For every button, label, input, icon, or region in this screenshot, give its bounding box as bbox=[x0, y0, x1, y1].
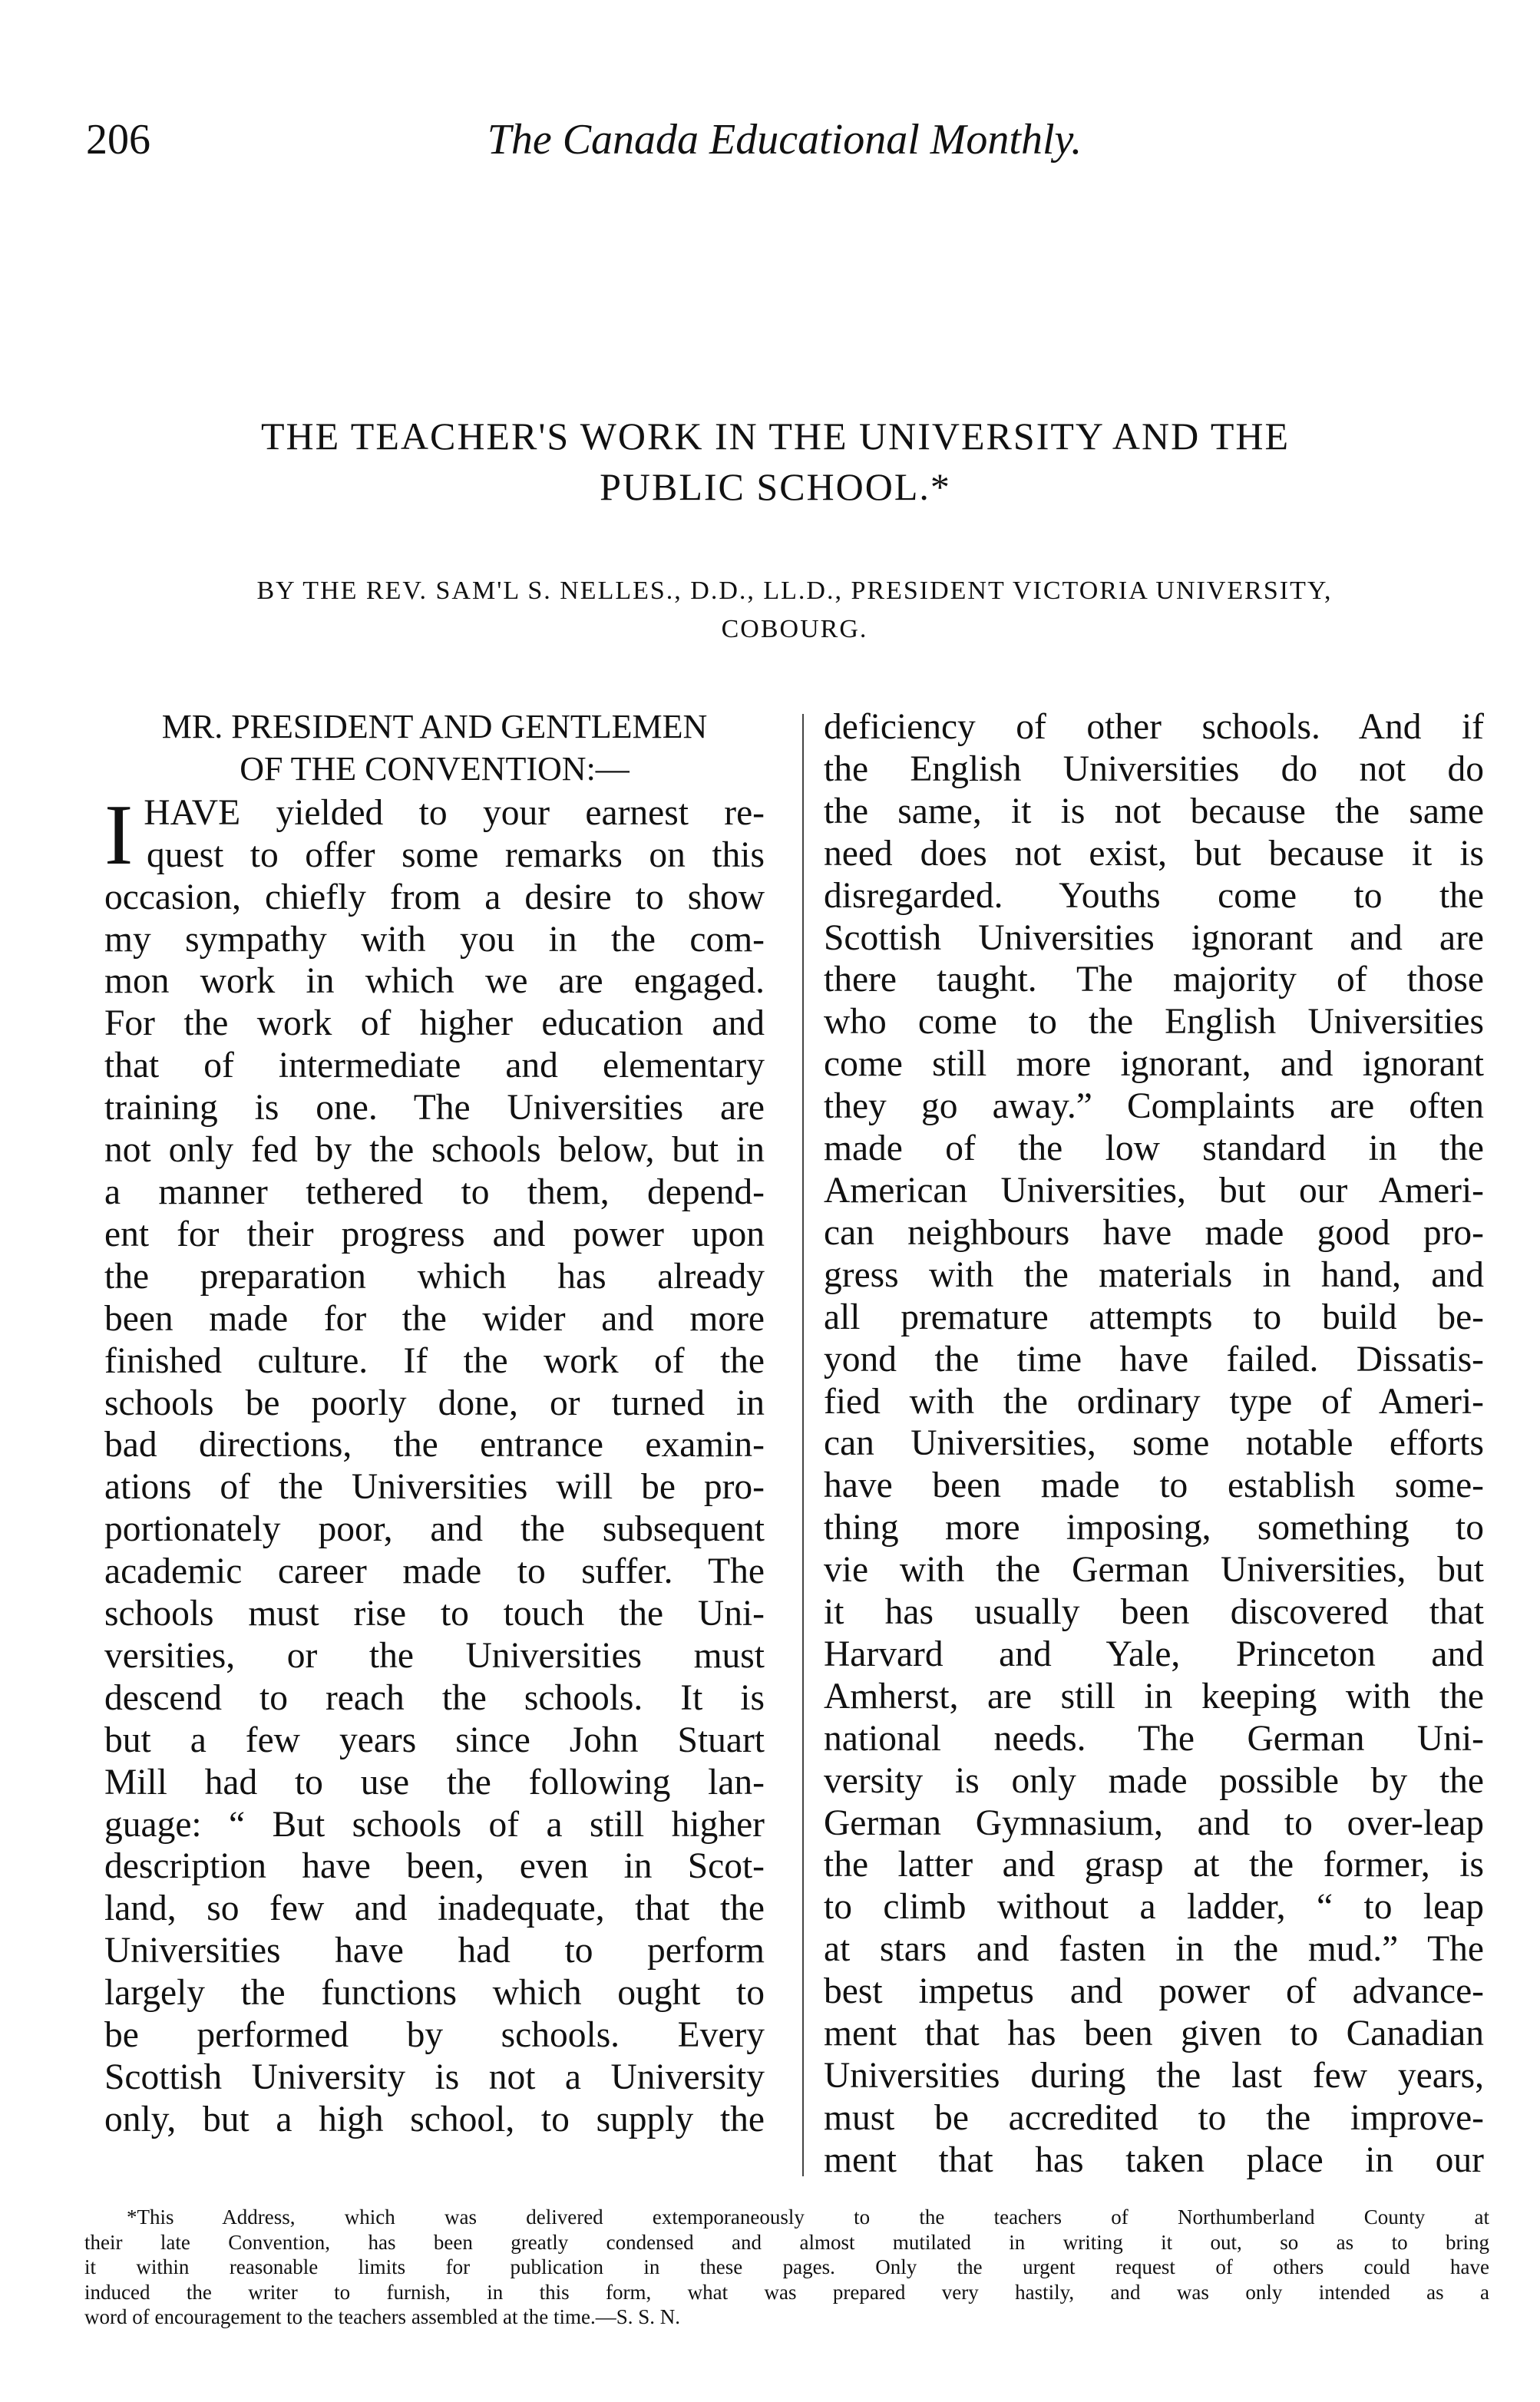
body-line: versity is only made possible by the bbox=[824, 1760, 1484, 1801]
body-line: bad directions, the entrance examin- bbox=[104, 1425, 765, 1465]
body-line: all premature attempts to build be- bbox=[824, 1297, 1484, 1337]
body-line: ment that has taken place in our bbox=[824, 2139, 1484, 2180]
body-line: made of the low standard in the bbox=[824, 1128, 1484, 1169]
body-line: best impetus and power of advance- bbox=[824, 1971, 1484, 2012]
footnote bbox=[84, 2205, 1489, 2330]
body-line: Universities during the last few years, bbox=[824, 2056, 1484, 2096]
right-column bbox=[824, 706, 1484, 2182]
body-line: portionately poor, and the subsequent bbox=[104, 1509, 765, 1550]
running-title: The Canada Educational Monthly. bbox=[487, 116, 1082, 164]
body-line: Universities have had to perform bbox=[104, 1931, 765, 1971]
body-line: fied with the ordinary type of Ameri- bbox=[824, 1381, 1484, 1422]
footnote-line: their late Convention, has been greatly condensed and almost mutilated in writing it out, so as to bring bbox=[84, 2230, 1489, 2254]
body-line: the preparation which has already bbox=[104, 1256, 765, 1297]
body-line: descend to reach the schools. It is bbox=[104, 1677, 765, 1718]
body-line: it has usually been discovered that bbox=[824, 1592, 1484, 1633]
drop-cap: I bbox=[104, 787, 134, 883]
body-line: only, but a high school, to supply the bbox=[104, 2099, 765, 2139]
body-line: Harvard and Yale, Princeton and bbox=[824, 1634, 1484, 1674]
body-line: German Gymnasium, and to over-leap bbox=[824, 1802, 1484, 1843]
body-line: Scottish University is not a University bbox=[104, 2057, 765, 2097]
body-line: academic career made to suffer. The bbox=[104, 1551, 765, 1592]
article-byline bbox=[115, 572, 1474, 649]
body-line: deficiency of other schools. And if bbox=[824, 707, 1484, 747]
body-line: that of intermediate and elementary bbox=[104, 1046, 765, 1086]
body-line: be performed by schools. Every bbox=[104, 2015, 765, 2056]
body-line: training is one. The Universities are bbox=[104, 1088, 765, 1128]
body-line: come still more ignorant, and ignorant bbox=[824, 1044, 1484, 1085]
salutation-line: MR. PRESIDENT AND GENTLEMEN bbox=[161, 708, 708, 745]
footnote-line: word of encouragement to the teachers assembled at the time.—S. S. N. bbox=[84, 2305, 681, 2328]
body-line: need does not exist, but because it is bbox=[824, 833, 1484, 874]
footnote-line: it within reasonable limits for publication in these pages. Only the urgent request of others could have bbox=[84, 2255, 1489, 2278]
body-line: national needs. The German Uni- bbox=[824, 1718, 1484, 1759]
body-line: largely the functions which ought to bbox=[104, 1973, 765, 2014]
body-line: the latter and grasp at the former, is bbox=[824, 1845, 1484, 1885]
body-line: quest to offer some remarks on this bbox=[147, 834, 765, 875]
body-line: a manner tethered to them, depend- bbox=[104, 1171, 765, 1212]
title-line: PUBLIC SCHOOL.* bbox=[600, 465, 951, 508]
body-line: For the work of higher education and bbox=[104, 1003, 765, 1044]
body-line: but a few years since John Stuart bbox=[104, 1720, 765, 1760]
body-line: disregarded. Youths come to the bbox=[824, 875, 1484, 916]
body-line: mon work in which we are engaged. bbox=[104, 961, 765, 1002]
body-line: can neighbours have made good pro- bbox=[824, 1212, 1484, 1253]
body-line: HAVE yielded to your earnest re- bbox=[144, 792, 765, 833]
body-line: have been made to establish some- bbox=[824, 1465, 1484, 1506]
footnote-line: induced the writer to furnish, in this form, what was prepared very hastily, and was only intended as a bbox=[84, 2280, 1489, 2304]
body-line: not only fed by the schools below, but in bbox=[104, 1130, 765, 1171]
body-line: schools be poorly done, or turned in bbox=[104, 1383, 765, 1423]
body-line: the same, it is not because the same bbox=[824, 791, 1484, 831]
body-line: vie with the German Universities, but bbox=[824, 1550, 1484, 1591]
body-line: been made for the wider and more bbox=[104, 1298, 765, 1339]
body-line: thing more imposing, something to bbox=[824, 1508, 1484, 1548]
body-line: guage: “ But schools of a still higher bbox=[104, 1804, 765, 1845]
body-line: versities, or the Universities must bbox=[104, 1635, 765, 1676]
body-line: can Universities, some notable efforts bbox=[824, 1423, 1484, 1464]
body-line: gress with the materials in hand, and bbox=[824, 1254, 1484, 1295]
body-line: Scottish Universities ignorant and are bbox=[824, 917, 1484, 958]
body-line: they go away.” Complaints are often bbox=[824, 1086, 1484, 1127]
body-line: Mill had to use the following lan- bbox=[104, 1762, 765, 1802]
page-header bbox=[86, 115, 1483, 177]
body-line: schools must rise to touch the Uni- bbox=[104, 1594, 765, 1634]
body-line: land, so few and inadequate, that the bbox=[104, 1888, 765, 1929]
byline-line: BY THE REV. SAM'L S. NELLES., D.D., LL.D., PRESIDENT VICTORIA UNIVERSITY, bbox=[256, 577, 1333, 605]
body-line: description have been, even in Scot- bbox=[104, 1846, 765, 1887]
left-column bbox=[104, 706, 765, 2141]
byline-line: COBOURG. bbox=[721, 615, 868, 643]
body-line: who come to the English Universities bbox=[824, 1002, 1484, 1042]
body-line: American Universities, but our Ameri- bbox=[824, 1170, 1484, 1211]
article-title bbox=[115, 411, 1436, 512]
body-line: ment that has been given to Canadian bbox=[824, 2014, 1484, 2054]
body-line: at stars and fasten in the mud.” The bbox=[824, 1929, 1484, 1970]
body-line: my sympathy with you in the com- bbox=[104, 919, 765, 960]
body-line: yond the time have failed. Dissatis- bbox=[824, 1339, 1484, 1379]
footnote-line: *This Address, which was delivered extemporaneously to the teachers of Northumberland County at bbox=[127, 2205, 1489, 2229]
page-number: 206 bbox=[86, 116, 150, 164]
salutation bbox=[104, 706, 765, 791]
body-line: ations of the Universities will be pro- bbox=[104, 1467, 765, 1508]
body-line: must be accredited to the improve- bbox=[824, 2097, 1484, 2138]
title-line: THE TEACHER'S WORK IN THE UNIVERSITY AND THE bbox=[260, 415, 1290, 458]
body-line: ent for their progress and power upon bbox=[104, 1214, 765, 1254]
body-line: Amherst, are still in keeping with the bbox=[824, 1676, 1484, 1716]
column-divider bbox=[802, 714, 804, 2176]
body-line: occasion, chiefly from a desire to show bbox=[104, 877, 765, 917]
body-line: to climb without a ladder, “ to leap bbox=[824, 1887, 1484, 1928]
salutation-line: OF THE CONVENTION:— bbox=[240, 749, 630, 788]
body-line: finished culture. If the work of the bbox=[104, 1340, 765, 1381]
body-line: there taught. The majority of those bbox=[824, 960, 1484, 1000]
body-line: the English Universities do not do bbox=[824, 748, 1484, 789]
